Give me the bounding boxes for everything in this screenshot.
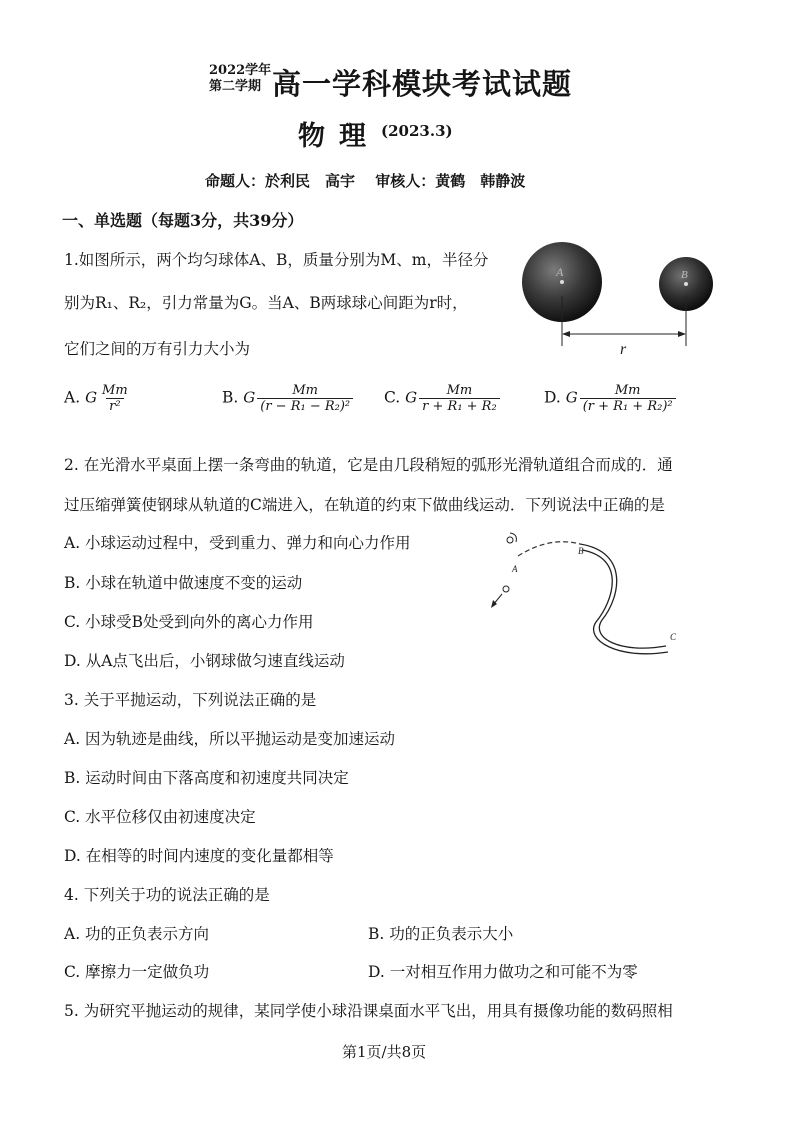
q2-text-line2: 过压缩弹簧使钢球从轨道的C端进入，在轨道的约束下做曲线运动．下列说法中正确的是 bbox=[64, 496, 665, 514]
q2-track-figure bbox=[480, 528, 690, 666]
label-r: r bbox=[620, 341, 627, 358]
label-a: A bbox=[556, 265, 564, 279]
q1-option-a[interactable] bbox=[64, 383, 133, 414]
q4-option-b[interactable]: B. 功的正负表示大小 bbox=[368, 925, 514, 943]
fraction: $\frac{Mm}{\text{r + R₁ + R₂}}$ bbox=[419, 383, 500, 414]
q2-option-b[interactable]: B. 小球在轨道中做速度不变的运动 bbox=[64, 574, 303, 592]
label-b: B bbox=[681, 269, 688, 281]
option-letter: B. bbox=[222, 388, 239, 407]
gravity-constant: G bbox=[565, 388, 578, 407]
q2-option-a[interactable]: A. 小球运动过程中，受到重力、弹力和向心力作用 bbox=[64, 534, 411, 552]
exam-date: (2023.3) bbox=[381, 122, 453, 140]
q2-option-c[interactable]: C. 小球受B处受到向外的离心力作用 bbox=[64, 613, 314, 631]
label-a: A bbox=[512, 564, 518, 574]
q4-option-a[interactable]: A. 功的正负表示方向 bbox=[64, 925, 210, 943]
q5-text: 5. 为研究平抛运动的规律，某同学使小球沿课桌面水平飞出，用具有摄像功能的数码照相 bbox=[64, 1002, 673, 1020]
q4-option-c[interactable]: C. 摩擦力一定做负功 bbox=[64, 963, 210, 981]
q3-option-c[interactable]: C. 水平位移仅由初速度决定 bbox=[64, 808, 256, 826]
option-letter: D. bbox=[544, 388, 561, 407]
q3-option-d[interactable]: D. 在相等的时间内速度的变化量都相等 bbox=[64, 847, 334, 865]
q1-option-c[interactable] bbox=[384, 383, 502, 414]
authors-line: 命题人：於利民 高宇 审核人：黄鹤 韩静波 bbox=[205, 172, 526, 190]
fraction: $\frac{Mm}{\text{(r + R₁ + R₂)²}}$ bbox=[580, 383, 676, 414]
q1-text-line3: 它们之间的万有引力大小为 bbox=[64, 340, 251, 358]
gravity-constant: G bbox=[405, 388, 418, 407]
q3-option-a[interactable]: A. 因为轨迹是曲线，所以平抛运动是变加速运动 bbox=[64, 730, 396, 748]
q4-text: 4. 下列关于功的说法正确的是 bbox=[64, 886, 270, 904]
q1-text-line1: 1.如图所示，两个均匀球体A、B，质量分别为M、m，半径分 bbox=[64, 251, 489, 269]
page-title: 高一学科模块考试试题 bbox=[272, 67, 573, 101]
term-semester: 第二学期 bbox=[209, 79, 262, 94]
gravity-constant: G bbox=[85, 388, 98, 407]
q4-option-d[interactable]: D. 一对相互作用力做功之和可能不为零 bbox=[368, 963, 638, 981]
q1-text-line2: 别为R₁、R₂，引力常量为G。当A、B两球球心间距为r时， bbox=[64, 294, 468, 312]
q2-option-d[interactable]: D. 从A点飞出后，小钢球做匀速直线运动 bbox=[64, 652, 345, 670]
q3-text: 3. 关于平抛运动，下列说法正确的是 bbox=[64, 691, 317, 709]
label-c: C bbox=[670, 632, 677, 642]
q1-option-d[interactable] bbox=[544, 383, 678, 414]
q2-text-line1: 2. 在光滑水平桌面上摆一条弯曲的轨道，它是由几段稍短的弧形光滑轨道组合而成的．通 bbox=[64, 456, 673, 474]
gravity-constant: G bbox=[243, 388, 256, 407]
page-number: 第1页/共8页 bbox=[342, 1043, 427, 1061]
section-heading: 一、单选题（每题3分，共39分） bbox=[62, 211, 304, 230]
term-year: 2022学年 bbox=[209, 63, 272, 78]
subject-title: 物理 bbox=[298, 121, 380, 152]
label-b: B bbox=[578, 546, 584, 556]
q1-spheres-figure bbox=[518, 234, 724, 362]
q1-option-b[interactable] bbox=[222, 383, 355, 414]
track-curve bbox=[580, 544, 666, 648]
option-letter: A. bbox=[64, 388, 81, 407]
q3-option-b[interactable]: B. 运动时间由下落高度和初速度共同决定 bbox=[64, 769, 349, 787]
fraction: $\frac{Mm}{\text{(r − R₁ − R₂)²}}$ bbox=[257, 383, 353, 414]
fraction: $\frac{Mm}{\text{r²}}$ bbox=[102, 383, 128, 414]
option-letter: C. bbox=[384, 388, 401, 407]
